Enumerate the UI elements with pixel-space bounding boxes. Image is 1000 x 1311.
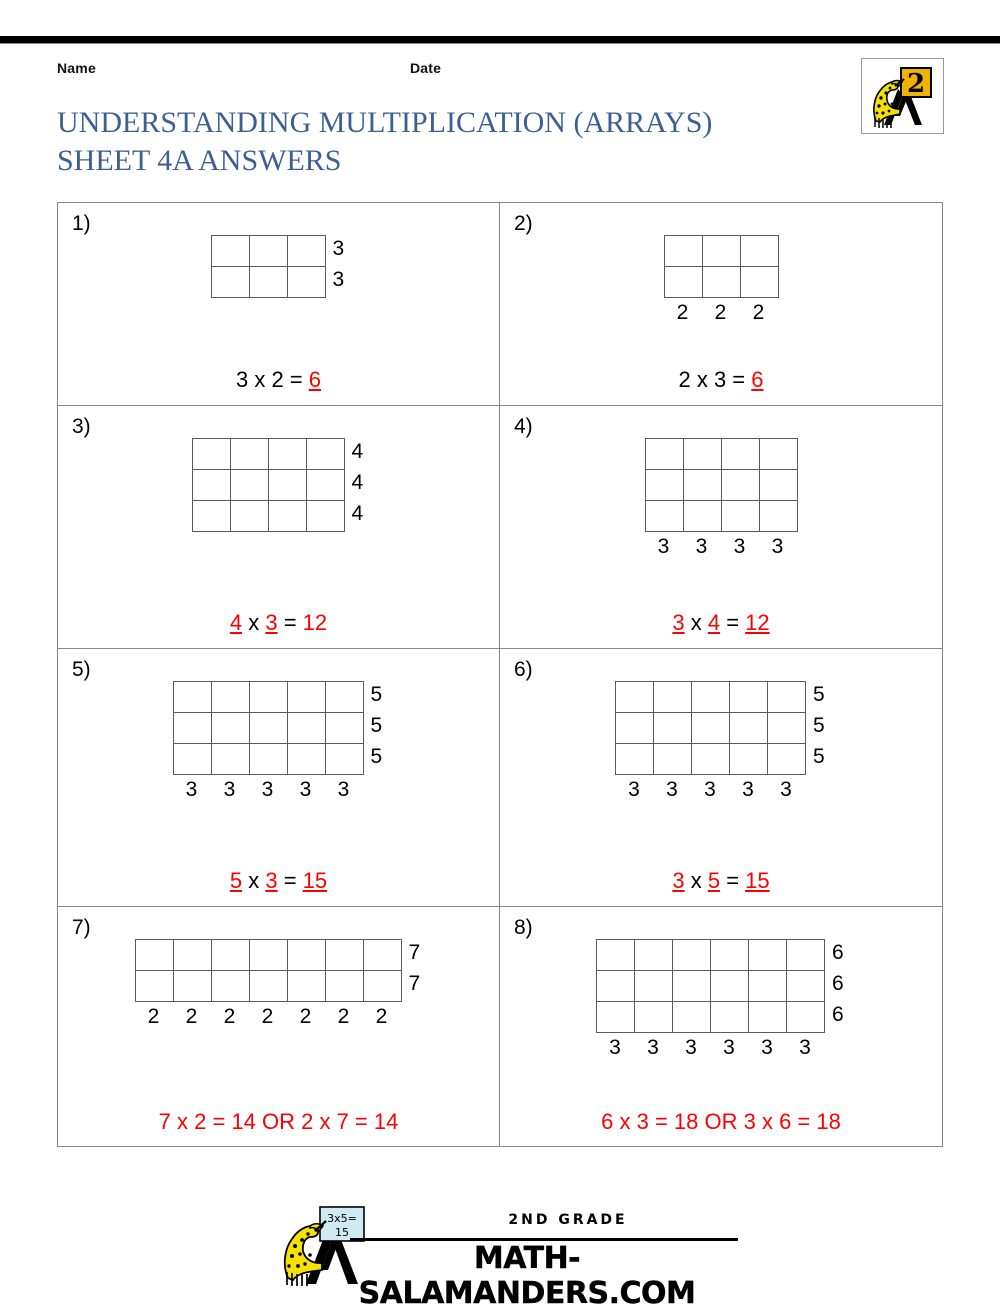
array-grid-cell [364,971,402,1002]
array-grid-cell [703,267,741,298]
answer-equation [500,868,942,894]
array-diagram [58,939,499,1029]
row-labels [352,436,366,529]
array-grid-row [646,470,798,501]
array-grid-cell [193,501,231,532]
array-diagram [500,681,942,802]
problem-number: 2) [514,212,533,235]
equation-answer: 12 [302,610,328,635]
array-grid-cell [665,267,703,298]
array-grid-cell [250,971,288,1002]
array-grid-cell [722,470,760,501]
problem-number: 4) [514,415,533,438]
equation-answer: 7 x 2 = 14 OR 2 x 7 = 14 [158,1109,399,1134]
column-labels [135,1005,423,1029]
array-grid-cell [616,682,654,713]
array-grid-cell [326,940,364,971]
array-grid-row [665,236,779,267]
equation-text: = [277,868,303,893]
equation-text: x [242,868,266,893]
column-labels [664,301,779,325]
array-grid-cell [684,501,722,532]
problem-row [58,406,942,649]
array-grid-cell [730,744,768,775]
problem-number: 7) [72,916,91,939]
array-diagram [58,438,499,532]
equation-answer: 3 [672,610,685,635]
array-grid-cell [250,940,288,971]
column-labels [615,778,827,802]
column-label: 2 [147,1005,160,1028]
row-label: 5 [370,714,383,737]
array-grid-cell [212,713,250,744]
equation-answer: 4 [707,610,721,635]
problem-cell-3 [58,406,500,648]
array-grid-row [136,940,402,971]
problem-row [58,649,942,907]
array-grid-cell [684,470,722,501]
answer-equation [58,367,499,393]
top-divider-bar [0,36,1000,44]
column-label: 3 [299,778,312,801]
array-grid-cell [136,971,174,1002]
column-label: 3 [761,1036,773,1059]
array-diagram [58,235,499,298]
row-label: 5 [813,745,825,768]
footer [0,1196,1000,1311]
array-grid [173,681,364,775]
array-grid-row [616,682,806,713]
array-grid-cell [136,940,174,971]
array-grid [192,438,345,532]
array-grid-row [597,1002,825,1033]
array-grid-cell [616,713,654,744]
column-labels [173,778,385,802]
equation-text: = [277,610,303,635]
row-label: 5 [370,683,383,706]
array-grid-row [646,439,798,470]
array-grid-row [193,439,345,470]
array-grid-cell [193,470,231,501]
array-grid-row [616,713,806,744]
array-grid-row [597,971,825,1002]
array-grid-cell [646,501,684,532]
column-label: 2 [375,1005,388,1028]
array-grid-cell [673,940,711,971]
array-grid [135,939,402,1002]
answer-equation [500,367,942,393]
column-label: 3 [337,778,350,801]
array-grid-cell [174,744,212,775]
array-grid-cell [597,1002,635,1033]
column-label: 3 [657,535,670,558]
answer-equation [58,1109,499,1135]
row-label: 3 [332,268,345,291]
array-grid-cell [212,236,250,267]
array-grid-row [174,682,364,713]
array-grid-cell [646,439,684,470]
problem-cell-6 [500,649,942,906]
array-grid-cell [307,470,345,501]
array-grid-cell [231,470,269,501]
equation-answer: 6 [751,367,764,392]
array-grid-cell [597,971,635,1002]
array-grid-cell [654,744,692,775]
array-diagram [500,235,942,325]
row-label: 7 [408,972,421,995]
array-grid-cell [692,744,730,775]
array-grid-row [174,713,364,744]
equation-answer: 3 [265,610,278,635]
array-grid-cell [288,971,326,1002]
problem-row [58,907,942,1147]
problem-cell-5 [58,649,500,906]
array-grid-cell [288,940,326,971]
column-label: 2 [752,301,765,324]
array-grid-cell [760,501,798,532]
equation-answer: 6 x 3 = 18 OR 3 x 6 = 18 [601,1109,841,1134]
array-grid-cell [741,267,779,298]
array-grid-cell [326,682,364,713]
row-label: 5 [813,683,825,706]
equation-text: x [242,610,266,635]
array-grid-cell [692,682,730,713]
equation-text: x [684,868,708,893]
column-label: 3 [780,778,792,801]
problem-number: 3) [72,415,91,438]
array-grid-row [174,744,364,775]
array-grid-cell [787,940,825,971]
array-grid-cell [703,236,741,267]
array-grid-row [212,236,326,267]
array-grid-cell [288,267,326,298]
array-grid-cell [212,971,250,1002]
page-title-line-2: SHEET 4A ANSWERS [57,144,342,177]
answer-equation [58,610,499,636]
footer-website-label: MATH-SALAMANDERS.COM [358,1241,696,1311]
footer-grade-label: 2ND GRADE [508,1212,628,1228]
column-labels [596,1036,846,1060]
array-grid-cell [250,713,288,744]
salamander-easel-icon [862,59,943,133]
array-grid-cell [684,439,722,470]
row-label: 7 [408,941,421,964]
array-grid-row [136,971,402,1002]
problem-cell-1 [58,203,500,405]
array-grid-cell [787,971,825,1002]
array-grid-cell [635,971,673,1002]
array-diagram [58,681,499,802]
array-grid-cell [722,501,760,532]
array-grid-cell [730,682,768,713]
column-label: 3 [185,778,198,801]
array-grid-cell [174,940,212,971]
row-label: 6 [832,972,844,995]
board-text-bottom: 15 [335,1226,349,1239]
array-grid-cell [250,267,288,298]
array-grid-cell [307,439,345,470]
column-label: 2 [714,301,727,324]
row-label: 6 [832,941,844,964]
array-grid-cell [250,682,288,713]
array-grid [645,438,798,532]
array-grid-cell [768,682,806,713]
array-grid-cell [665,236,703,267]
problem-row [58,203,942,406]
array-grid-cell [722,439,760,470]
row-labels [409,937,423,999]
column-label: 3 [685,1036,697,1059]
array-grid-cell [250,236,288,267]
answer-equation [500,1109,942,1135]
array-grid-cell [749,971,787,1002]
array-grid-cell [673,1002,711,1033]
row-labels [832,937,846,1030]
column-label: 3 [261,778,274,801]
array-diagram [500,438,942,559]
equation-answer: 6 [308,367,322,392]
array-grid-cell [711,940,749,971]
column-label: 3 [799,1036,811,1059]
problem-cell-2 [500,203,942,405]
equation-text: x [684,610,708,635]
date-field-label: Date [410,60,442,76]
array-grid-cell [616,744,654,775]
equation-answer: 12 [745,610,770,635]
column-label: 3 [609,1036,621,1059]
page-title [57,104,847,180]
column-label: 2 [223,1005,236,1028]
array-grid [596,939,825,1033]
array-diagram [500,939,942,1060]
problem-number: 6) [514,658,533,681]
array-grid-cell [654,713,692,744]
array-grid [615,681,806,775]
column-label: 2 [261,1005,274,1028]
array-grid-cell [326,713,364,744]
column-label: 3 [771,535,784,558]
array-grid-cell [692,713,730,744]
row-label: 4 [351,471,364,494]
equation-text: 2 x 3 = [678,367,752,392]
equation-answer: 5 [229,868,243,893]
column-label: 3 [695,535,708,558]
array-grid-cell [635,940,673,971]
column-label: 2 [676,301,689,324]
array-grid-cell [231,439,269,470]
row-label: 4 [351,502,364,525]
board-text-top: 3x5= [327,1212,357,1225]
array-grid-cell [673,971,711,1002]
array-grid [211,235,326,298]
row-labels [371,679,385,772]
row-label: 6 [832,1003,844,1026]
array-grid-cell [174,682,212,713]
column-label: 2 [185,1005,198,1028]
array-grid-row [597,940,825,971]
row-label: 5 [370,745,383,768]
array-grid-cell [711,1002,749,1033]
array-grid-cell [760,470,798,501]
problem-number: 1) [72,212,91,235]
array-grid-cell [326,744,364,775]
array-grid-cell [212,940,250,971]
equation-text: = [720,868,746,893]
column-label: 3 [733,535,746,558]
array-grid-cell [212,267,250,298]
array-grid [664,235,779,298]
row-label: 3 [332,237,345,260]
array-grid-cell [212,682,250,713]
equation-answer: 3 [672,868,685,893]
array-grid-row [193,501,345,532]
column-label: 3 [647,1036,659,1059]
equation-text: = [720,610,746,635]
answer-equation [58,868,499,894]
array-grid-cell [635,1002,673,1033]
array-grid-cell [269,501,307,532]
array-grid-row [212,267,326,298]
array-grid-cell [654,682,692,713]
page-title-line-1: UNDERSTANDING MULTIPLICATION (ARRAYS) [57,106,713,139]
equation-answer: 5 [707,868,721,893]
column-label: 3 [628,778,640,801]
column-label: 2 [337,1005,350,1028]
array-grid-cell [288,713,326,744]
equation-answer: 3 [265,868,278,893]
column-label: 2 [299,1005,312,1028]
array-grid-cell [597,940,635,971]
array-grid-cell [787,1002,825,1033]
array-grid-cell [231,501,269,532]
column-label: 3 [666,778,678,801]
equation-answer: 15 [302,868,328,893]
array-grid-cell [364,940,402,971]
row-label: 5 [813,714,825,737]
array-grid-cell [768,713,806,744]
array-grid-cell [326,971,364,1002]
array-grid-cell [288,682,326,713]
array-grid-cell [174,713,212,744]
column-label: 3 [723,1036,735,1059]
array-grid-cell [768,744,806,775]
problem-number: 8) [514,916,533,939]
array-grid-cell [193,439,231,470]
column-label: 3 [223,778,236,801]
array-grid-cell [749,1002,787,1033]
array-grid-row [193,470,345,501]
problems-table [57,202,943,1147]
array-grid-row [665,267,779,298]
row-label: 4 [351,440,364,463]
array-grid-row [616,744,806,775]
array-grid-cell [250,744,288,775]
array-grid-cell [749,940,787,971]
array-grid-cell [212,744,250,775]
array-grid-row [646,501,798,532]
problem-number: 5) [72,658,91,681]
name-field-label: Name [57,60,96,76]
problem-cell-7 [58,907,500,1147]
equation-text: 3 x 2 = [235,367,309,392]
array-grid-cell [288,744,326,775]
svg-text:2: 2 [906,69,926,99]
array-grid-cell [741,236,779,267]
array-grid-cell [646,470,684,501]
problem-cell-4 [500,406,942,648]
array-grid-cell [730,713,768,744]
equation-answer: 4 [229,610,243,635]
column-labels [645,535,798,559]
row-labels [333,233,347,295]
problem-cell-8 [500,907,942,1147]
array-grid-cell [269,439,307,470]
array-grid-cell [711,971,749,1002]
column-label: 3 [704,778,716,801]
array-grid-cell [174,971,212,1002]
answer-equation [500,610,942,636]
row-labels [813,679,827,772]
equation-answer: 15 [745,868,770,893]
array-grid-cell [307,501,345,532]
header-logo [861,58,944,134]
column-label: 3 [742,778,754,801]
array-grid-cell [269,470,307,501]
array-grid-cell [760,439,798,470]
array-grid-cell [288,236,326,267]
